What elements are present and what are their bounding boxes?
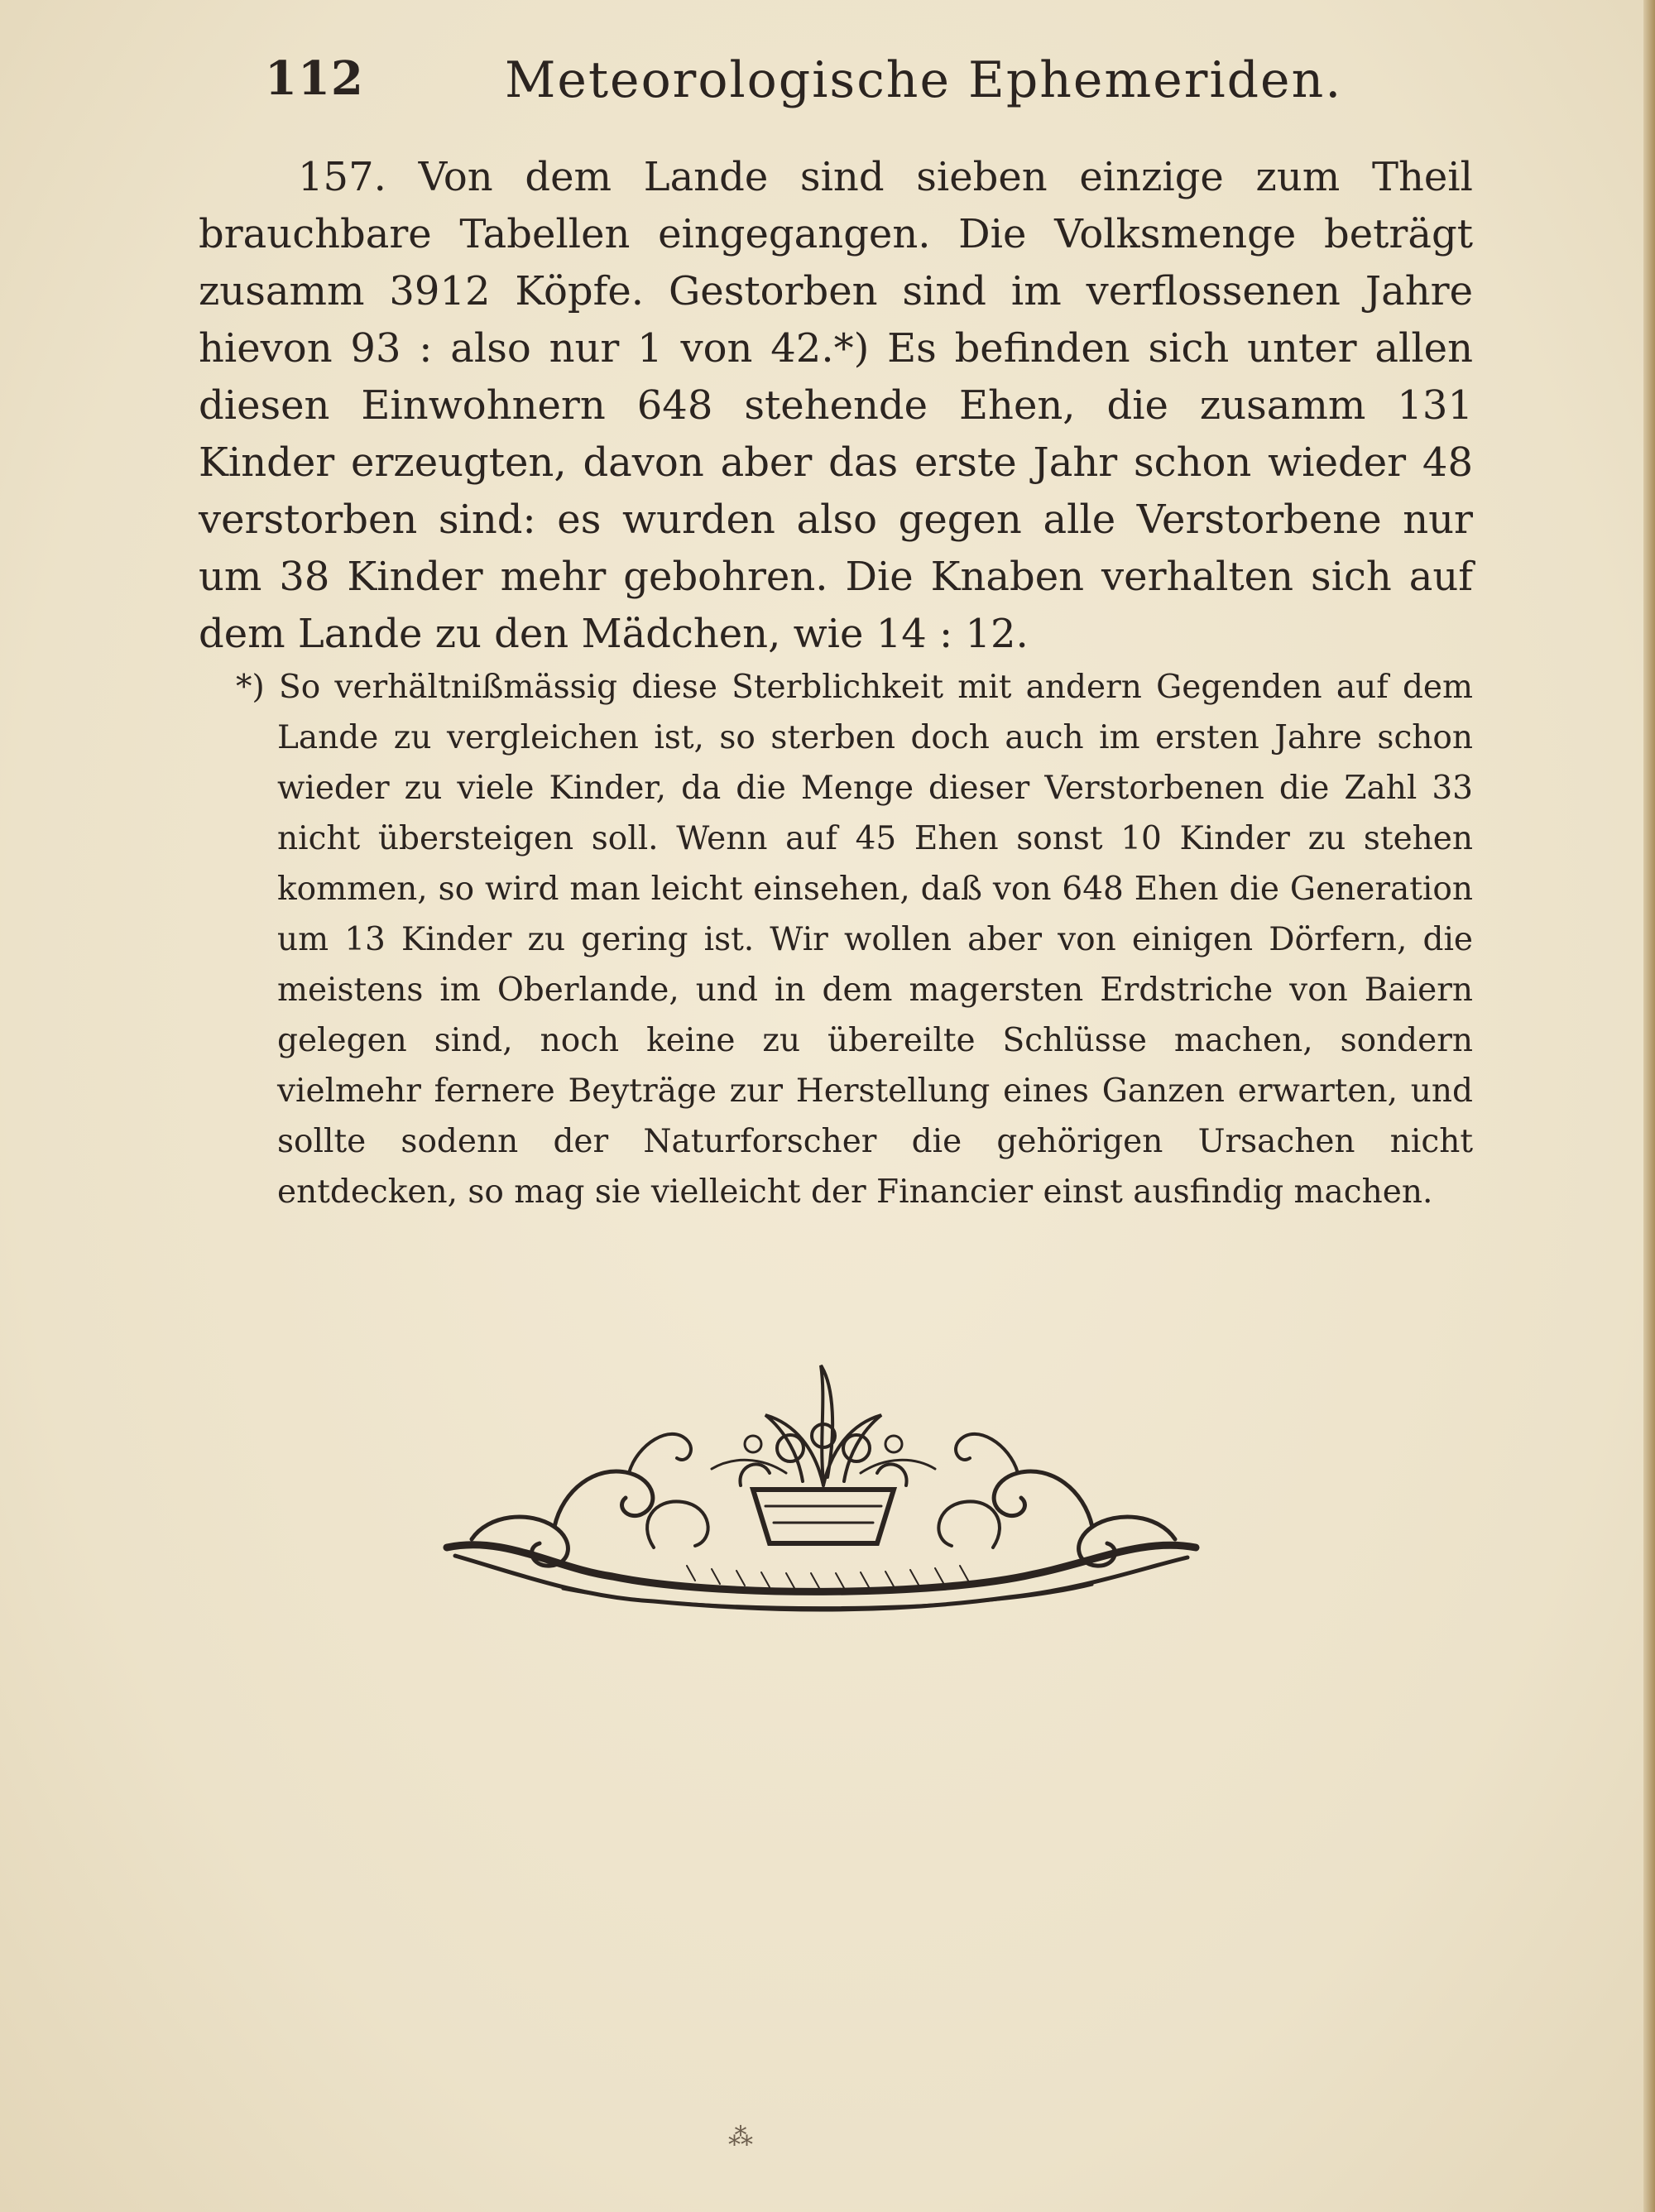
paragraph-157: 157. Von dem Lande sind sieben einzige zum Theil brauchbare Tabellen eingegangen. Die Volksmenge beträgt zusamm 3912 Köpfe. Gestorben sind im verflossenen Jahre hievon 93 : also nur 1 von 42.*) Es befinden sich unter allen diesen Einwohnern 648 stehende Ehen, die zusamm 131 Kinder erzeugten, davon aber das erste Jahr schon wieder 48 verstorben sind: es wurden also gegen alle Verstorbene nur um 38 Kinder mehr gebohren. Die Knaben verhalten sich auf dem Lande zu den Mädchen, wie 14 : 12.: [199, 154, 1473, 657]
ornament-vignette-icon: [439, 1349, 1208, 1647]
page-number: 112: [265, 51, 364, 106]
running-title: Meteorologische Ephemeriden.: [505, 51, 1343, 109]
footnote: [236, 662, 1473, 1217]
page-mark: ⁂: [728, 2123, 753, 2152]
page-header: [265, 51, 1343, 118]
main-text: [199, 149, 1473, 663]
footnote-text: *) So verhältnißmässig diese Sterblichkeit mit andern Gegenden auf dem Lande zu vergleichen ist, so sterben doch auch im ersten Jahre schon wieder zu viele Kinder, da die Menge dieser Verstorbenen die Zahl 33 nicht übersteigen soll. Wenn auf 45 Ehen sonst 10 Kinder zu stehen kommen, so wird man leicht einsehen, daß von 648 Ehen die Generation um 13 Kinder zu gering ist. Wir wollen aber von einigen Dörfern, die meistens im Oberlande, und in dem magersten Erdstriche von Baiern gelegen sind, noch keine zu übereilte Schlüsse machen, sondern vielmehr fernere Beyträge zur Herstellung eines Ganzen erwarten, und sollte sodenn der Naturforscher die gehörigen Ursachen nicht entdecken, so mag sie vielleicht der Financier einst ausfindig machen.: [236, 669, 1473, 1211]
